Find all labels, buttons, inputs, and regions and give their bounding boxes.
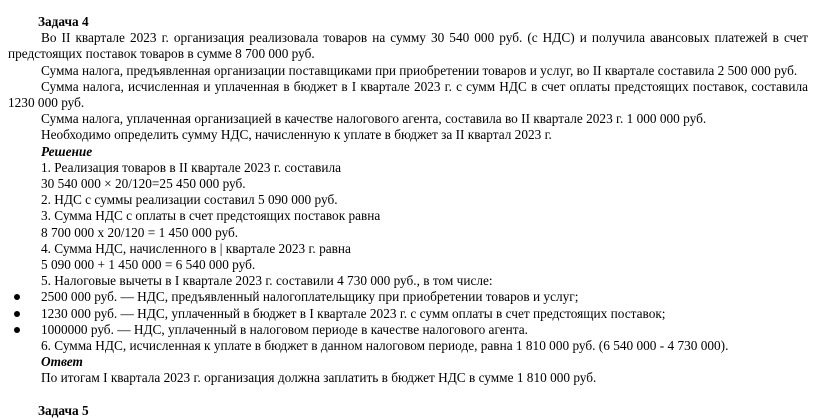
list-item (8, 289, 808, 305)
solution-line-6: 4. Сумма НДС, начисленного в | квартале 2023 г. равна (41, 240, 351, 256)
next-task-title: Задача 5 (38, 402, 89, 418)
deductions-list (8, 289, 808, 338)
answer-heading: Ответ (41, 354, 83, 370)
task-paragraph-1: Во II квартале 2023 г. организация реализовала товаров на сумму 30 540 000 руб. (с НДС) и получила авансовых платежей в счет предстоящих поставок товаров в сумме 8 700 000 руб. (8, 30, 808, 62)
task-paragraph-4: Сумма налога, уплаченная организацией в качестве налогового агента, составила во II квартале 2023 г. 1 000 000 руб. (41, 111, 707, 127)
list-item-text: 2500 000 руб. — НДС, предъявленный налогоплательщику при приобретении товаров и услуг; (41, 289, 579, 305)
solution-heading: Решение (41, 143, 93, 159)
solution-final-line: 6. Сумма НДС, исчисленная к уплате в бюджет в данном налоговом периоде, равна 1 810 000 руб. (6 540 000 - 4 730 000). (41, 338, 729, 354)
spacer (8, 387, 808, 403)
answer-text: По итогам I квартала 2023 г. организация должна заплатить в бюджет НДС в сумме 1 810 000 руб. (41, 370, 597, 386)
solution-line-1: 1. Реализация товаров в II квартале 2023 г. составила (41, 159, 342, 175)
bullet-icon (14, 311, 20, 317)
bullet-icon (14, 327, 20, 333)
task-title: Задача 4 (38, 14, 89, 29)
list-item-text: 1000000 руб. — НДС, уплаченный в налоговом периоде в качестве налогового агента. (41, 321, 528, 337)
task-paragraph-5: Необходимо определить сумму НДС, начисленную к уплате в бюджет за II квартал 2023 г. (41, 127, 552, 143)
list-item-text: 1230 000 руб. — НДС, уплаченный в бюджет в I квартале 2023 г. с сумм оплаты в счет предстоящих поставок; (41, 305, 666, 321)
solution-line-4: 3. Сумма НДС с оплаты в счет предстоящих поставок равна (41, 208, 381, 224)
solution-line-7: 5 090 000 + 1 450 000 = 6 540 000 руб. (41, 257, 256, 273)
solution-line-3: 2. НДС с суммы реализации составил 5 090 000 руб. (41, 192, 338, 208)
task-paragraph-3: Сумма налога, исчисленная и уплаченная в бюджет в I квартале 2023 г. с сумм НДС в счет оплаты предстоящих поставок, составила 1230 000 руб. (8, 78, 808, 111)
solution-line-2: 30 540 000 × 20/120=25 450 000 руб. (41, 176, 246, 192)
solution-line-5: 8 700 000 х 20/120 = 1 450 000 руб. (41, 224, 239, 240)
list-item (8, 322, 808, 338)
solution-line-8: 5. Налоговые вычеты в I квартале 2023 г. составили 4 730 000 руб., в том числе: (41, 273, 493, 289)
list-item (8, 306, 808, 322)
bullet-icon (14, 294, 20, 300)
task-paragraph-2: Сумма налога, предъявленная организации поставщиками при приобретении товаров и услуг, во II квартале составила 2 500 000 руб. (41, 62, 798, 78)
